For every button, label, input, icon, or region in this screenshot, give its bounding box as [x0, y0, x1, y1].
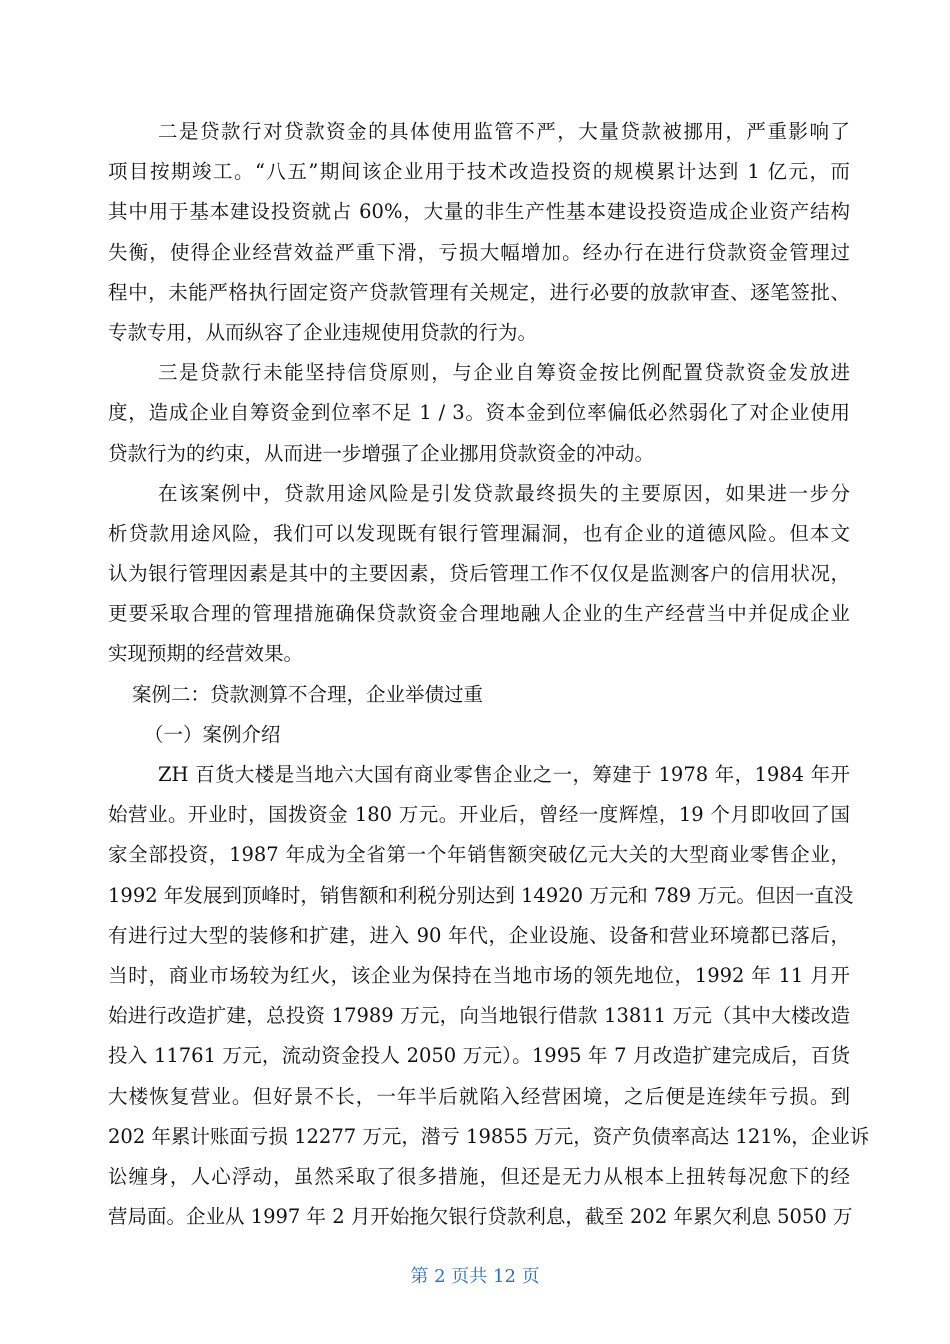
- text-line: 程中，未能严格执行固定资产贷款管理有关规定，进行必要的放款审查、逐笔签批、: [108, 280, 850, 304]
- paragraph-case-analysis: [108, 474, 850, 675]
- heading-text: 案例二：贷款测算不合理，企业举债过重: [132, 682, 484, 706]
- heading-text: （一）案例介绍: [144, 722, 281, 746]
- subsection-heading-case-intro: [108, 715, 850, 755]
- text-line: 始营业。开业时，国拨资金 180 万元。开业后，曾经一度辉煌，19 个月即收回了国: [108, 803, 850, 827]
- text-line: 营局面。企业从 1997 年 2 月开始拖欠银行贷款利息，截至 202 年累欠利息 5050 万: [108, 1205, 853, 1229]
- text-line: 讼缠身，人心浮动，虽然采取了很多措施，但还是无力从根本上扭转每况愈下的经: [108, 1164, 850, 1188]
- paragraph-case-introduction: [108, 755, 870, 1237]
- paragraph-loan-misuse: [108, 112, 850, 353]
- text-line: 其中用于基本建设投资就占 60%，大量的非生产性基本建设投资造成企业资产结构: [108, 200, 850, 224]
- text-line: 家全部投资，1987 年成为全省第一个年销售额突破亿元大关的大型商业零售企业，: [108, 843, 850, 867]
- text-line: 实现预期的经营效果。: [108, 642, 304, 666]
- text-line: 二是贷款行对贷款资金的具体使用监管不严，大量贷款被挪用，严重影响了: [158, 120, 850, 143]
- text-line: 三是贷款行未能坚持信贷原则，与企业自筹资金按比例配置贷款资金发放进: [158, 361, 850, 385]
- paragraph-credit-principle: [108, 353, 850, 474]
- text-line: 认为银行管理因素是其中的主要因素，贷后管理工作不仅仅是监测客户的信用状况，: [108, 562, 850, 586]
- text-line: 投入 11761 万元，流动资金投人 2050 万元）。1995 年 7 月改造扩建完成后，百货: [108, 1044, 850, 1068]
- text-line: 有进行过大型的装修和扩建，进入 90 年代，企业设施、设备和营业环境都已落后，: [108, 923, 850, 947]
- text-line: 项目按期竣工。“八五”期间该企业用于技术改造投资的规模累计达到 1 亿元，而: [108, 160, 850, 184]
- text-line: 始进行改造扩建，总投资 17989 万元，向当地银行借款 13811 万元（其中大楼改造: [108, 1004, 850, 1028]
- text-line: 专款专用，从而纵容了企业违规使用贷款的行为。: [108, 320, 538, 344]
- section-heading-case-two: [108, 675, 850, 715]
- text-line: 析贷款用途风险，我们可以发现既有银行管理漏洞，也有企业的道德风险。但本文: [108, 521, 850, 545]
- text-line: 在该案例中，贷款用途风险是引发贷款最终损失的主要原因，如果进一步分: [158, 481, 850, 505]
- page-number-footer: 第 2 页共 12 页: [410, 1266, 540, 1287]
- text-line: 当时，商业市场较为红火，该企业为保持在当地市场的领先地位，1992 年 11 月开: [108, 963, 850, 987]
- text-line: 度，造成企业自筹资金到位率不足 1 / 3。资本金到位率偏低必然弱化了对企业使用: [108, 401, 850, 425]
- text-line: 202 年累计账面亏损 12277 万元，潜亏 19855 万元，资产负债率高达 121%，企业诉: [108, 1124, 870, 1148]
- text-line: 1992 年发展到顶峰时，销售额和利税分别达到 14920 万元和 789 万元。但因一直没: [108, 883, 854, 907]
- text-line: 失衡，使得企业经营效益严重下滑，亏损大幅增加。经办行在进行贷款资金管理过: [108, 240, 850, 264]
- text-line: 贷款行为的约束，从而进一步增强了企业挪用贷款资金的冲动。: [108, 441, 655, 465]
- text-line: 更要采取合理的管理措施确保贷款资金合理地融人企业的生产经营当中并促成企业: [108, 602, 850, 626]
- text-line: ZH 百货大楼是当地六大国有商业零售企业之一，筹建于 1978 年，1984 年开: [158, 763, 850, 786]
- document-body: [108, 112, 870, 1237]
- text-line: 大楼恢复营业。但好景不长，一年半后就陷入经营困境，之后便是连续年亏损。到: [108, 1084, 850, 1108]
